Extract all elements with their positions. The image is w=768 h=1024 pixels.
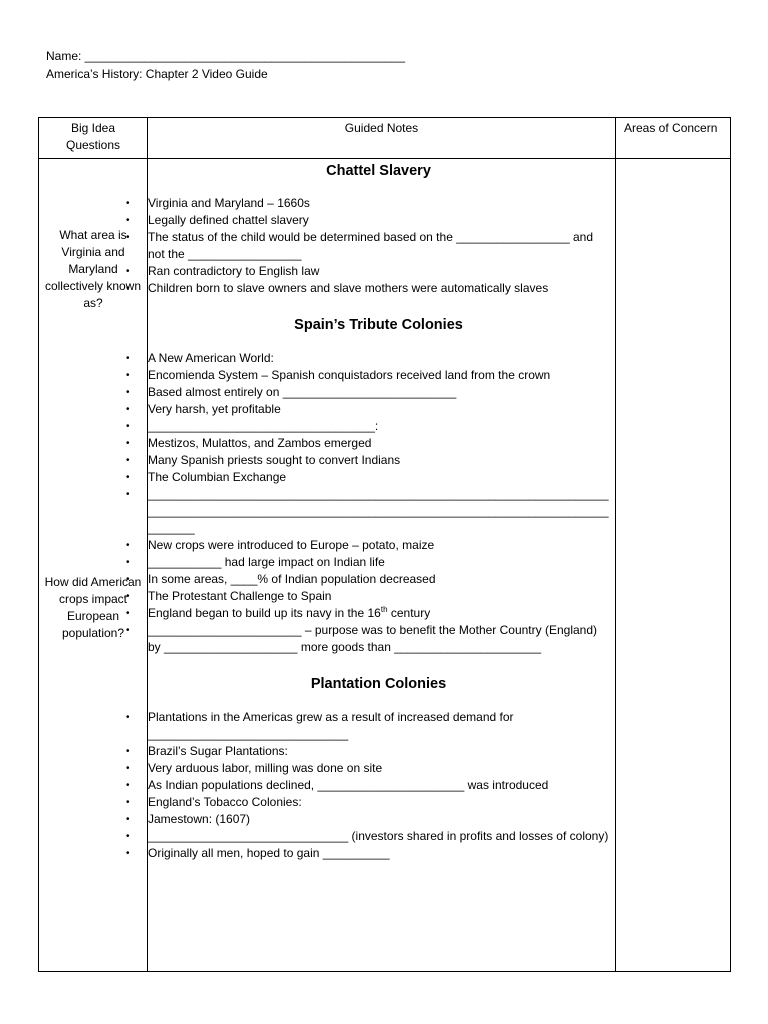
section-title-plantation-colonies: Plantation Colonies bbox=[310, 676, 447, 692]
list-item: • ______________________________ (investors shared in profits and losses of colony) bbox=[148, 828, 609, 845]
list-item: • The Protestant Challenge to Spain • England began to build up its navy in the 16th century • _______________________ – purpose was to benefit the Mother Country (England) by ____________________ more goods than ______________________ bbox=[148, 588, 609, 656]
list-item: • New crops were introduced to Europe – potato, maize bbox=[148, 537, 609, 554]
section-title-chattel-slavery: Chattel Slavery bbox=[326, 163, 431, 179]
list-item: • Legally defined chattel slavery bbox=[148, 212, 609, 229]
section-title-spains-tribute-colonies: Spain’s Tribute Colonies bbox=[294, 317, 463, 333]
document-title: America’s History: Chapter 2 Video Guide bbox=[46, 67, 268, 81]
header-areas-of-concern: Areas of Concern bbox=[616, 118, 731, 159]
list-item: • Many Spanish priests sought to convert Indians bbox=[148, 452, 609, 469]
list-item: • As Indian populations declined, ______________________ was introduced bbox=[148, 777, 609, 794]
table-header-row bbox=[39, 118, 731, 159]
guided-notes-column bbox=[148, 159, 616, 972]
areas-of-concern-column bbox=[616, 159, 731, 972]
spains-tribute-colonies-notes bbox=[148, 350, 609, 656]
video-guide-table bbox=[38, 117, 731, 972]
document-header bbox=[46, 47, 405, 83]
name-line: Name: ________________________________________________ bbox=[46, 49, 406, 63]
question-virginia-maryland: What area is Virginia and Maryland collectively known as? bbox=[44, 228, 142, 310]
table-body-row bbox=[39, 159, 731, 972]
list-item: • A New American World: • Encomienda System – Spanish conquistadors received land from the crown • Based almost entirely on __________________________ • Very harsh, yet profitable • __________________________________: • Mestizos, Mulattos, and Zambos emerged • Many Spanish priests sought to convert Indians bbox=[148, 350, 609, 469]
list-item: • Encomienda System – Spanish conquistadors received land from the crown • Based almost entirely on __________________________ • Very harsh, yet profitable bbox=[148, 367, 609, 418]
list-item: • Very arduous labor, milling was done on site bbox=[148, 760, 609, 777]
list-item: • Ran contradictory to English law • Children born to slave owners and slave mothers were automatically slaves bbox=[148, 263, 609, 297]
list-item: • The Columbian Exchange • _________________________________________________________________________________________________________________________________________________ • New crops were introduced to Europe – potato, maize • ___________ had large impact on Indian life • In some areas, ____% of Indian population decreased bbox=[148, 469, 609, 588]
list-item: • Jamestown: (1607) • ______________________________ (investors shared in profits and losses of colony) • Originally all men, hoped to gain __________ bbox=[148, 811, 609, 862]
list-item: • Based almost entirely on __________________________ bbox=[148, 384, 609, 401]
list-item: • The status of the child would be determined based on the _________________ and not the _________________ bbox=[148, 229, 609, 263]
list-item: • __________________________________: • Mestizos, Mulattos, and Zambos emerged bbox=[148, 418, 609, 452]
list-item: • _______________________ – purpose was to benefit the Mother Country (England) by ____________________ more goods than ______________________ bbox=[148, 622, 609, 656]
plantation-colonies-notes bbox=[148, 709, 609, 862]
list-item: • In some areas, ____% of Indian population decreased bbox=[148, 571, 609, 588]
list-item: • Children born to slave owners and slave mothers were automatically slaves bbox=[148, 280, 609, 297]
list-item: • Originally all men, hoped to gain __________ bbox=[148, 845, 609, 862]
list-item: • England began to build up its navy in the 16th century bbox=[148, 605, 609, 622]
chattel-slavery-notes bbox=[148, 195, 609, 297]
header-guided-notes: Guided Notes bbox=[148, 118, 616, 159]
list-item: • Plantations in the Americas grew as a result of increased demand for ______________________________ bbox=[148, 709, 609, 743]
list-item: • ___________ had large impact on Indian life bbox=[148, 554, 609, 571]
list-item: • Mestizos, Mulattos, and Zambos emerged bbox=[148, 435, 609, 452]
questions-column bbox=[39, 159, 148, 972]
list-item: • England’s Tobacco Colonies: • Jamestown: (1607) • ______________________________ (investors shared in profits and losses of colony) • Originally all men, hoped to gain __________ bbox=[148, 794, 609, 862]
list-item: • _________________________________________________________________________________________________________________________________________________ • New crops were introduced to Europe – potato, maize • ___________ had large impact on Indian life bbox=[148, 486, 609, 571]
header-big-idea-questions: Big Idea Questions bbox=[39, 118, 148, 159]
list-item: • Very harsh, yet profitable bbox=[148, 401, 609, 418]
list-item: • Virginia and Maryland – 1660s • Legally defined chattel slavery • The status of the child would be determined based on the _________________ and not the _________________ bbox=[148, 195, 609, 263]
question-american-crops: How did American crops impact European population? bbox=[44, 575, 142, 640]
list-item: • Brazil’s Sugar Plantations: • Very arduous labor, milling was done on site • As Indian populations declined, ______________________ was introduced bbox=[148, 743, 609, 794]
